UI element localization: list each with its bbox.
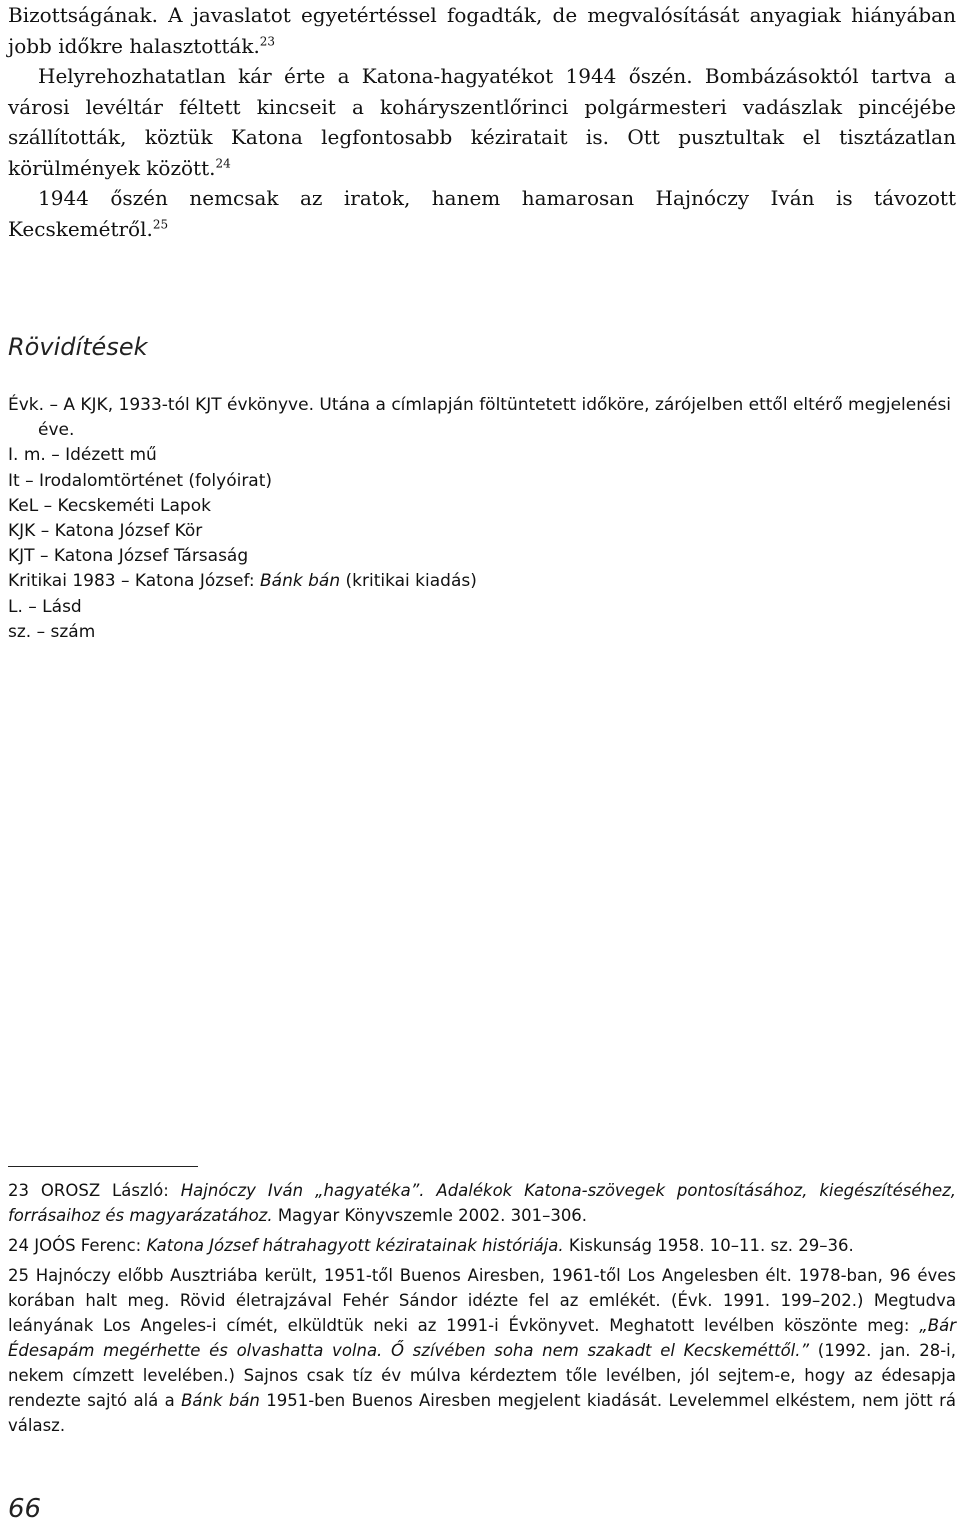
footnote-24: 24 JOÓS Ferenc: Katona József hátrahagyott kéziratainak históriája. Kiskunság 1958. 10–11. sz. 29–36. [8,1236,854,1255]
footnote-ref-25[interactable]: 25 [152,216,169,231]
abbreviation-item: Évk. – A KJK, 1933-tól KJT évkönyve. Utána a címlapján föltüntetett időköre, zárójelben ettől eltérő megjelenési éve. [8,395,952,441]
section-title: Rövidítések [8,333,148,361]
abbreviation-item: Kritikai 1983 – Katona József: Bánk bán (kritikai kiadás) [8,571,477,592]
abbreviation-item: I. m. – Idézett mű [8,445,157,466]
footnotes [8,1178,956,1443]
page-number: 66 [8,1494,42,1524]
footnote-23: 23 OROSZ László: Hajnóczy Iván „hagyatéka”. Adalékok Katona-szövegek pontosításához, kiegészítéséhez, forrásaihoz és magyarázatához. Magyar Könyvszemle 2002. 301–306. [8,1181,957,1225]
paragraph-1: Bizottságának. A javaslatot egyetértéssel fogadták, de megvalósítását anyagiak hiányában jobb időkre halasztották.$^{23}$ [8,3,956,58]
document-page [8,0,957,1524]
footnote-ref-24[interactable]: 24 [215,155,231,170]
footnote-ref-23[interactable]: 23 [259,33,276,48]
abbreviation-item: KeL – Kecskeméti Lapok [8,495,211,516]
paragraph-3: 1944 őszén nemcsak az iratok, hanem hamarosan Hajnóczy Iván is távozott Kecskemétről.$^{25}$ [8,186,956,241]
footnote-25: 25 Hajnóczy előbb Ausztriába került, 1951-től Buenos Airesben, 1961-től Los Angelesben élt. 1978-ban, 96 éves korában halt meg. Rövid életrajzával Fehér Sándor idézte fel az emlékét. (Évk. 1991. 199–202.) Megtudva leányának Los Angeles-i címét, elküldtük neki az 1991-i Évkönyvet. Meghatott levélben köszönte meg: „Bár Édesapám megérhette és olvashatta volna. Ő szívében soha nem szakadt el Kecskeméttől.” (1992. jan. 28-i, nekem címzett levelében.) Sajnos csak tíz év múlva kérdeztem tőle levélben, jól sejtem-e, hogy az édesapja rendezte sajtó alá a Bánk bán 1951-ben Buenos Airesben megjelent kiadását. Levelemmel elkéstem, nem jött rá válasz. [8,1266,956,1435]
abbreviation-item: L. – Lásd [8,596,82,617]
abbreviation-list [8,393,956,645]
body-text [8,0,956,244]
abbreviation-item: sz. – szám [8,621,96,642]
abbreviation-item: It – Irodalomtörténet (folyóirat) [8,470,273,491]
abbreviation-item: KJK – Katona József Kör [8,521,203,542]
abbreviation-item: KJT – Katona József Társaság [8,546,249,567]
footnote-separator [8,1166,198,1167]
paragraph-2: Helyrehozhatatlan kár érte a Katona-hagyatékot 1944 őszén. Bombázásoktól tartva a városi levéltár féltett kincseit a koháryszentlőrinci polgármesteri vadászlak pincéjébe szállították, köztük Katona legfontosabb kéziratait is. Ott pusztultak el tisztázatlan körülmények között.$^{24}$ [8,64,956,180]
